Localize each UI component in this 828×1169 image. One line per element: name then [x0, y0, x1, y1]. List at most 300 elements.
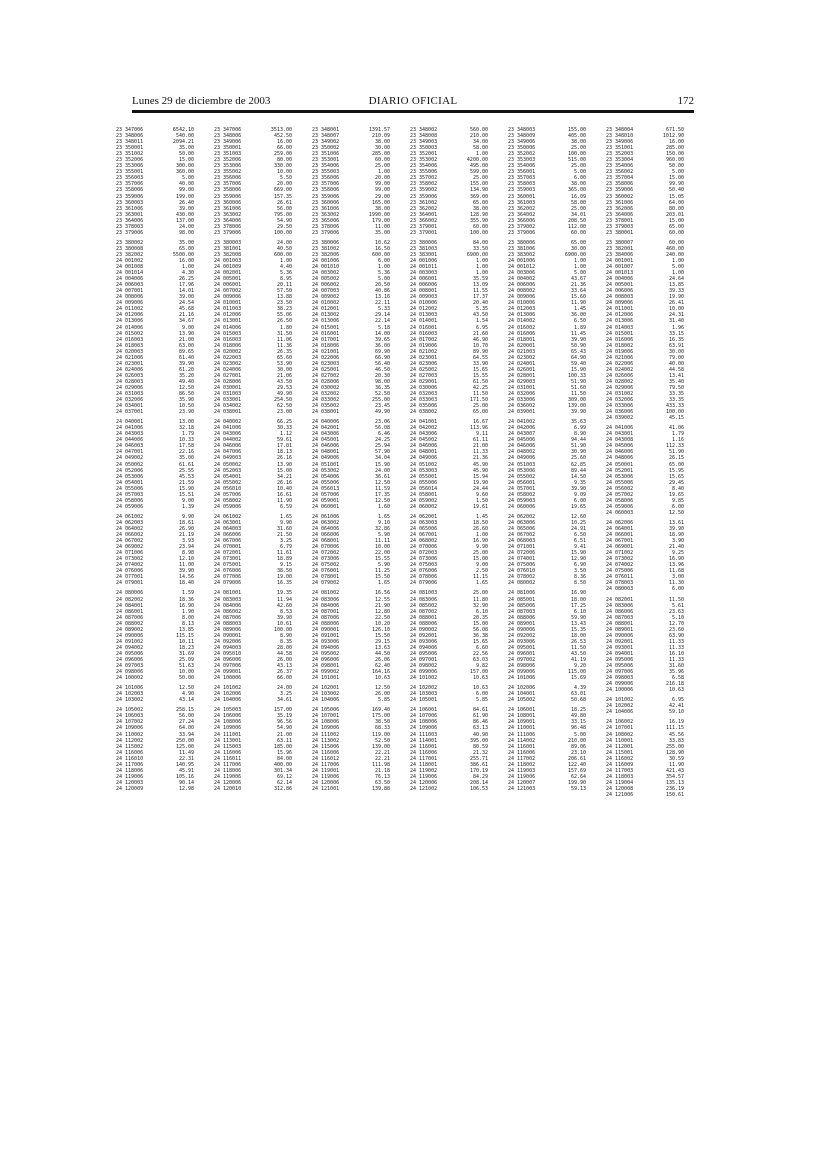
item-code: 24 119006	[214, 773, 242, 780]
item-code: 24 098006	[508, 663, 536, 670]
item-value: 89.44	[570, 467, 586, 474]
item-value: 26.15	[668, 455, 684, 462]
item-code: 24 016002	[508, 324, 536, 331]
header-rule	[132, 110, 694, 113]
item-value: 13.90	[276, 461, 292, 468]
item-code: 23 353004	[606, 157, 634, 164]
item-value: 26.25	[178, 276, 194, 283]
item-value: 21.32	[472, 749, 488, 756]
item-code: 23 349006	[214, 139, 242, 146]
item-code: 23 348009	[508, 133, 536, 140]
item-code: 24 103003	[410, 691, 438, 698]
table-column	[116, 127, 210, 792]
item-code: 24 046003	[116, 443, 144, 450]
item-value: 36.38	[472, 632, 488, 639]
item-code: 24 028002	[606, 378, 634, 385]
item-value: 1.00	[181, 264, 194, 271]
item-code: 23 353002	[410, 157, 438, 164]
item-value: 23.00	[276, 409, 292, 416]
item-value: 119.00	[371, 731, 390, 738]
item-value: 33.83	[668, 737, 684, 744]
item-code: 24 101001	[312, 675, 340, 682]
item-code: 23 351006	[312, 151, 340, 158]
item-value: 11.61	[276, 550, 292, 557]
item-code: 24 021001	[312, 348, 340, 355]
item-value: 11.06	[276, 336, 292, 343]
item-code: 23 360006	[214, 199, 242, 206]
item-code: 24 030006	[410, 384, 438, 391]
item-value: 84.29	[472, 773, 488, 780]
item-code: 24 040001	[116, 419, 144, 426]
item-value: 86.46	[472, 719, 488, 726]
item-code: 24 004006	[116, 276, 144, 283]
item-code: 24 055002	[214, 479, 242, 486]
item-value: 59.40	[570, 360, 586, 367]
item-code: 23 362006	[606, 205, 634, 212]
item-value: 6.79	[279, 544, 292, 551]
item-code: 24 091002	[116, 638, 144, 645]
item-code: 24 120003	[116, 779, 144, 786]
item-value: 25.00	[472, 175, 488, 182]
item-value: 669.00	[273, 187, 292, 194]
item-value: 1.50	[475, 497, 488, 504]
item-value: 45.56	[668, 731, 684, 738]
item-code: 24 104001	[508, 691, 536, 698]
item-value: 11.15	[472, 574, 488, 581]
item-value: 12.98	[178, 785, 194, 792]
item-value: 15.00	[276, 467, 292, 474]
item-value: 26.35	[276, 348, 292, 355]
item-value: 69.90	[374, 348, 390, 355]
item-value: 15.60	[570, 294, 586, 301]
item-value: 16.90	[472, 538, 488, 545]
item-value: 13.88	[276, 294, 292, 301]
item-code: 24 034002	[214, 403, 242, 410]
item-value: 90.14	[178, 779, 194, 786]
item-code: 23 353003	[508, 157, 536, 164]
item-code: 24 119001	[312, 767, 340, 774]
item-value: 21.36	[472, 455, 488, 462]
item-code: 24 118006	[214, 767, 242, 774]
item-code: 23 381001	[214, 245, 242, 252]
item-code: 24 008001	[410, 288, 438, 295]
item-code: 24 001010	[312, 264, 340, 271]
item-value: 100.00	[665, 409, 684, 416]
item-value: 11.90	[276, 497, 292, 504]
item-value: 3513.00	[270, 127, 292, 133]
item-value: 9.20	[573, 663, 586, 670]
item-value: 51.90	[668, 449, 684, 456]
item-value: 20.35	[472, 614, 488, 621]
item-code: 24 073006	[312, 556, 340, 563]
item-code: 24 016001	[410, 324, 438, 331]
item-value: 1.54	[475, 318, 488, 325]
item-value: 21.00	[472, 443, 488, 450]
table-row	[606, 510, 700, 516]
item-code: 24 116006	[312, 749, 340, 756]
item-value: 50.40	[668, 187, 684, 194]
item-code: 24 119006	[508, 773, 536, 780]
item-value: 8.95	[279, 276, 292, 283]
item-code: 24 067006	[214, 538, 242, 545]
item-value: 255.00	[665, 743, 684, 750]
table-row	[116, 230, 210, 236]
item-code: 24 062003	[116, 519, 144, 526]
item-code: 24 084001	[116, 602, 144, 609]
item-code: 24 058006	[116, 497, 144, 504]
item-code: 24 015003	[214, 330, 242, 337]
item-value: 50.00	[178, 151, 194, 158]
item-code: 24 101002	[606, 697, 634, 704]
item-code: 24 023001	[410, 354, 438, 361]
item-value: 15.90	[570, 550, 586, 557]
item-value: 171.50	[469, 397, 488, 404]
item-code: 24 020001	[508, 342, 536, 349]
item-code: 24 072001	[214, 550, 242, 557]
item-code: 24 121001	[312, 785, 340, 792]
item-code: 24 055006	[410, 479, 438, 486]
item-code: 24 027003	[410, 372, 438, 379]
item-value: 15.50	[374, 574, 390, 581]
item-code: 24 116010	[116, 755, 144, 762]
item-value: 10.40	[276, 485, 292, 492]
item-value: 22.11	[374, 300, 390, 307]
item-code: 24 067002	[116, 538, 144, 545]
item-value: 34.00	[472, 139, 488, 146]
item-code: 23 383002	[508, 251, 536, 258]
item-code: 24 005002	[312, 276, 340, 283]
item-value: 45.90	[472, 467, 488, 474]
item-value: 43.14	[178, 697, 194, 704]
item-code: 24 009002	[312, 294, 340, 301]
item-code: 24 017001	[312, 336, 340, 343]
item-value: 16.90	[668, 556, 684, 563]
item-value: 599.00	[469, 169, 488, 176]
item-code: 24 106001	[410, 707, 438, 714]
item-value: 11.80	[472, 596, 488, 603]
item-code: 24 016003	[410, 330, 438, 337]
item-code: 24 035006	[410, 403, 438, 410]
item-value: 35.63	[570, 419, 586, 426]
item-value: 41.19	[570, 656, 586, 663]
item-value: 1.16	[671, 437, 684, 444]
item-value: 10.00	[374, 544, 390, 551]
item-code: 24 076006	[116, 568, 144, 575]
item-code: 23 354006	[606, 163, 634, 170]
item-code: 24 006003	[116, 282, 144, 289]
item-code: 23 364002	[508, 211, 536, 218]
item-value: 10.63	[374, 675, 390, 682]
item-code: 24 081001	[214, 590, 242, 597]
item-code: 24 070006	[410, 544, 438, 551]
item-value: 38.00	[570, 139, 586, 146]
item-code: 23 364006	[214, 217, 242, 224]
item-code: 24 009006	[214, 294, 242, 301]
item-value: 80.00	[668, 205, 684, 212]
item-value: 1.65	[475, 580, 488, 587]
item-code: 24 075002	[312, 562, 340, 569]
table-row	[410, 409, 504, 415]
item-value: 12.50	[668, 509, 684, 516]
item-value: 21.19	[178, 532, 194, 539]
item-code: 24 118002	[508, 761, 536, 768]
item-value: 26.41	[668, 300, 684, 307]
table-row	[508, 504, 602, 510]
item-value: 21.50	[276, 532, 292, 539]
item-value: 59.10	[668, 709, 684, 716]
item-code: 24 057002	[606, 491, 634, 498]
item-value: 100.33	[567, 372, 586, 379]
item-code: 23 355003	[312, 169, 340, 176]
item-value: 56.08	[472, 626, 488, 633]
item-code: 24 049003	[214, 455, 242, 462]
item-value: 3.93	[181, 538, 194, 545]
item-code: 24 081003	[410, 590, 438, 597]
item-value: 15.05	[668, 193, 684, 200]
item-value: 24.54	[178, 300, 194, 307]
item-value: 8.00	[181, 614, 194, 621]
item-value: 126.10	[371, 626, 390, 633]
item-value: 1.45	[475, 513, 488, 520]
item-value: 84.00	[472, 239, 488, 246]
item-code: 24 059003	[508, 497, 536, 504]
item-code: 24 001007	[606, 264, 634, 271]
item-value: 39.00	[178, 205, 194, 212]
item-code: 24 088006	[410, 620, 438, 627]
item-value: 33.15	[570, 719, 586, 726]
item-value: 17.35	[374, 491, 390, 498]
table-row	[116, 504, 210, 510]
item-code: 24 001003	[214, 257, 242, 264]
item-value: 8.50	[573, 580, 586, 587]
item-value: 113.96	[469, 425, 488, 432]
item-code: 23 360003	[116, 199, 144, 206]
item-value: 128.90	[665, 749, 684, 756]
item-code: 24 069002	[116, 544, 144, 551]
item-value: 63.91	[668, 342, 684, 349]
item-code: 24 116006	[214, 749, 242, 756]
item-value: 185.00	[273, 743, 292, 750]
item-value: 12.90	[570, 556, 586, 563]
item-value: 9.10	[377, 519, 390, 526]
item-value: 20.00	[276, 181, 292, 188]
item-code: 23 347006	[214, 127, 242, 133]
item-value: 96.56	[276, 719, 292, 726]
item-code: 24 009003	[410, 294, 438, 301]
item-code: 23 357006	[312, 181, 340, 188]
item-code: 23 362002	[410, 205, 438, 212]
item-code: 24 111003	[410, 731, 438, 738]
item-code: 23 379006	[312, 229, 340, 236]
item-code: 24 030001	[214, 384, 242, 391]
item-value: 54.90	[276, 217, 292, 224]
item-value: 62.64	[570, 773, 586, 780]
item-code: 24 089001	[508, 620, 536, 627]
item-value: 18.00	[570, 632, 586, 639]
item-value: 15.90	[570, 366, 586, 373]
item-value: 66.00	[276, 145, 292, 152]
item-code: 24 087006	[116, 614, 144, 621]
item-value: 26.60	[472, 526, 488, 532]
item-value: 1391.57	[368, 127, 390, 133]
item-code: 23 352006	[116, 157, 144, 164]
item-code: 24 076006	[410, 568, 438, 575]
item-value: 26.16	[276, 479, 292, 486]
item-value: 46.50	[374, 366, 390, 373]
item-code: 24 090002	[410, 626, 438, 633]
item-code: 24 006002	[312, 282, 340, 289]
item-code: 24 066006	[312, 532, 340, 539]
item-code: 24 030002	[312, 384, 340, 391]
item-value: 32.90	[472, 602, 488, 609]
item-value: 18.89	[276, 556, 292, 563]
item-value: 15.69	[570, 675, 586, 682]
item-value: 13.85	[668, 282, 684, 289]
item-code: 24 042002	[410, 425, 438, 432]
item-value: 25.00	[570, 163, 586, 170]
item-code: 24 028003	[116, 378, 144, 385]
item-code: 24 119006	[312, 773, 340, 780]
item-code: 24 055006	[606, 479, 634, 486]
item-value: 84.00	[276, 755, 292, 762]
item-value: 25.09	[178, 656, 194, 663]
item-code: 24 039002	[606, 415, 634, 422]
item-value: 255.71	[469, 755, 488, 762]
item-value: 6.50	[573, 318, 586, 325]
item-code: 24 075003	[410, 562, 438, 569]
item-value: 98.00	[178, 229, 194, 236]
item-code: 24 119003	[508, 767, 536, 774]
item-code: 24 120006	[410, 779, 438, 786]
item-code: 23 349006	[606, 139, 634, 146]
item-value: 56.00	[276, 205, 292, 212]
item-value: 11.45	[570, 330, 586, 337]
item-value: 10.50	[178, 403, 194, 410]
item-value: 15.00	[178, 157, 194, 164]
item-value: 6.95	[671, 697, 684, 704]
item-code: 24 118003	[606, 773, 634, 780]
item-value: 164.16	[371, 669, 390, 676]
item-code: 24 062006	[606, 519, 634, 526]
item-code: 24 043006	[312, 431, 340, 438]
table-row	[606, 709, 700, 715]
item-value: 61.50	[472, 378, 488, 385]
item-value: 69.12	[276, 773, 292, 780]
item-code: 24 107001	[606, 725, 634, 732]
item-code: 24 048002	[508, 449, 536, 456]
item-value: 6.10	[573, 608, 586, 615]
item-code: 24 114001	[410, 737, 438, 744]
item-value: 11.90	[570, 300, 586, 307]
item-value: 301.34	[273, 767, 292, 774]
item-code: 24 035002	[312, 403, 340, 410]
item-value: 250.00	[175, 737, 194, 744]
item-code: 24 102003	[116, 691, 144, 698]
item-value: 6.00	[377, 257, 390, 264]
table-row	[606, 230, 700, 236]
item-code: 24 115006	[312, 743, 340, 750]
item-value: 210.00	[469, 133, 488, 140]
item-value: 42.25	[472, 384, 488, 391]
item-code: 24 019006	[410, 342, 438, 349]
item-value: 139.00	[567, 403, 586, 410]
item-value: 1.00	[377, 264, 390, 271]
item-code: 24 092002	[508, 632, 536, 639]
item-code: 24 006006	[410, 282, 438, 289]
item-value: 13.00	[178, 419, 194, 426]
item-value: 66.00	[276, 675, 292, 682]
item-code: 24 108001	[508, 713, 536, 720]
item-value: 21.90	[374, 602, 390, 609]
item-value: 16.61	[276, 491, 292, 498]
item-value: 960.00	[665, 157, 684, 164]
item-value: 10.00	[276, 169, 292, 176]
item-code: 24 072006	[508, 550, 536, 557]
item-code: 24 112002	[116, 737, 144, 744]
item-value: 25.60	[570, 455, 586, 462]
item-code: 24 097002	[508, 656, 536, 663]
item-value: 13.41	[668, 372, 684, 379]
item-code: 24 028006	[214, 378, 242, 385]
item-code: 24 117006	[312, 761, 340, 768]
item-value: 10.70	[472, 342, 488, 349]
item-value: 600.00	[273, 251, 292, 258]
table-row	[214, 675, 308, 681]
item-code: 24 024006	[214, 366, 242, 373]
item-code: 24 056013	[312, 485, 340, 492]
item-value: 12.50	[178, 685, 194, 692]
item-code: 24 106006	[214, 713, 242, 720]
item-code: 24 043008	[606, 437, 634, 444]
item-code: 24 081006	[508, 590, 536, 597]
item-value: 25.00	[374, 163, 390, 170]
item-code: 23 351001	[606, 145, 634, 152]
item-code: 24 062001	[410, 513, 438, 520]
table-row	[410, 230, 504, 236]
item-value: 45.90	[472, 461, 488, 468]
item-value: 6.00	[573, 497, 586, 504]
item-value: 254.50	[273, 397, 292, 404]
item-code: 23 382001	[606, 245, 634, 252]
item-value: 8.40	[671, 485, 684, 492]
item-value: 39.33	[668, 288, 684, 295]
table-row	[508, 786, 602, 792]
item-code: 24 106002	[606, 719, 634, 726]
item-value: 15.00	[668, 217, 684, 224]
item-code: 24 050002	[116, 461, 144, 468]
item-code: 24 010002	[312, 300, 340, 307]
item-code: 23 363001	[116, 211, 144, 218]
item-code: 24 107001	[312, 713, 340, 720]
item-code: 24 108006	[214, 719, 242, 726]
item-value: 2.50	[475, 568, 488, 575]
item-value: 36.00	[570, 312, 586, 319]
item-value: 12.80	[374, 608, 390, 615]
item-code: 24 064003	[214, 526, 242, 532]
item-code: 24 001006	[312, 257, 340, 264]
item-value: 45.53	[178, 473, 194, 480]
item-code: 23 379006	[508, 229, 536, 236]
item-value: 50.00	[178, 675, 194, 682]
item-code: 24 067001	[606, 538, 634, 545]
item-value: 39.90	[570, 336, 586, 343]
item-code: 23 358002	[410, 181, 438, 188]
item-value: 63.03	[472, 656, 488, 663]
item-code: 24 116001	[410, 743, 438, 750]
item-code: 24 056014	[410, 485, 438, 492]
item-value: 16.10	[668, 650, 684, 657]
item-value: 5.85	[377, 697, 390, 704]
